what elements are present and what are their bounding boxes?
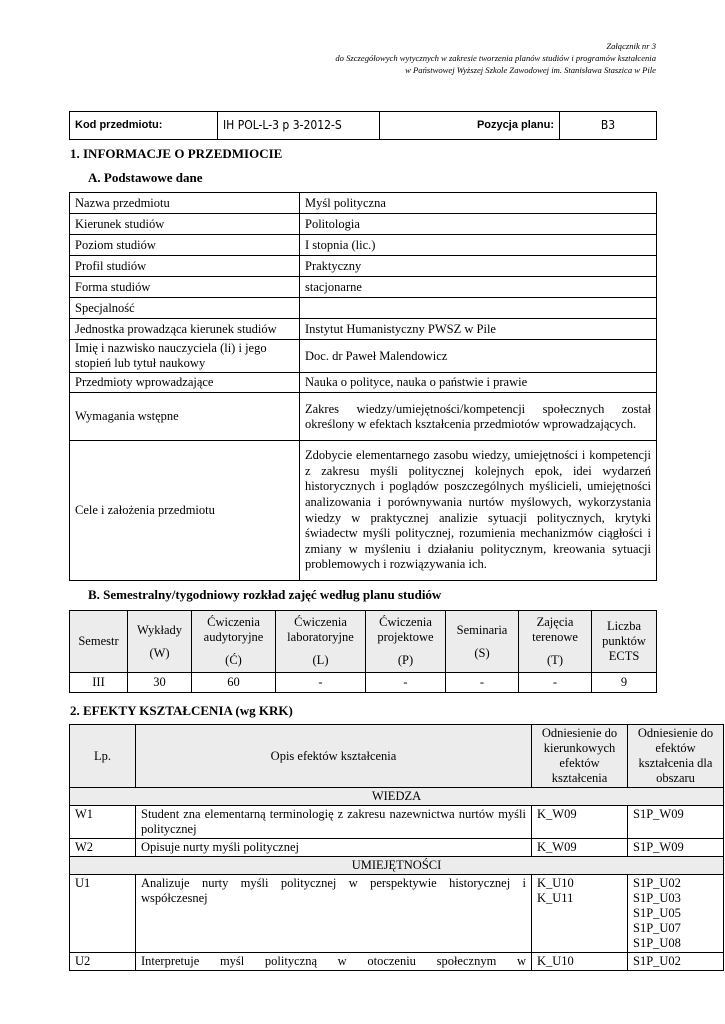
schedule-value: - xyxy=(519,673,592,693)
basic-data-table xyxy=(69,192,657,581)
outcome-description: Opisuje nurty myśli politycznej xyxy=(136,839,532,857)
row-value: Zakres wiedzy/umiejętności/kompetencji społecznych został określony w efektach kształcenia przedmiotów wprowadzających. xyxy=(300,393,657,441)
outcomes-header-opis: Opis efektów kształcenia xyxy=(136,725,532,788)
outcome-lp: U2 xyxy=(70,953,136,971)
section-1-title: 1. INFORMACJE O PRZEDMIOCIE xyxy=(70,146,283,161)
outcome-lp: W2 xyxy=(70,839,136,857)
schedule-value: 9 xyxy=(592,673,657,693)
row-label: Wymagania wstępne xyxy=(70,393,300,441)
group-header-wiedza: WIEDZA xyxy=(70,788,724,806)
outcome-obszar: S1P_W09 xyxy=(628,839,724,857)
schedule-table xyxy=(69,610,657,693)
course-code-label: Kod przedmiotu: xyxy=(70,112,218,140)
schedule-value: 60 xyxy=(192,673,276,693)
row-value: Instytut Humanistyczny PWSZ w Pile xyxy=(300,319,657,340)
outcome-description: Student zna elementarną terminologię z zakresu nazewnictwa nurtów myśli politycznej xyxy=(136,806,532,839)
row-label: Jednostka prowadząca kierunek studiów xyxy=(70,319,300,340)
row-value: Zdobycie elementarnego zasobu wiedzy, umiejętności i kompetencji z zakresu myśli politycznej kolejnych epok, idei wydarzeń historycznych i poglądów poszczególnych myślicieli, umiejętności analizowania i porównywania nurtów myślowych, wykorzystania wiedzy w praktycznej analizie sytuacji politycznych, krytyki świadectw myśli politycznej, rozumienia mechanizmów ciągłości i zmiany w myśleniu i działaniu politycznym, kreowania sytuacji problemowych i rozwiązywania ich. xyxy=(300,441,657,581)
row-label: Imię i nazwisko nauczyciela (li) i jego stopień lub tytuł naukowy xyxy=(70,340,300,373)
row-label: Poziom studiów xyxy=(70,235,300,256)
row-value: I stopnia (lic.) xyxy=(300,235,657,256)
section-1a-title: A. Podstawowe dane xyxy=(88,170,203,185)
schedule-header-seminaria: Seminaria (S) xyxy=(446,611,519,673)
schedule-header-cw-audytoryjne: Ćwiczenia audytoryjne (Ć) xyxy=(192,611,276,673)
row-value: Myśl polityczna xyxy=(300,193,657,214)
row-label: Kierunek studiów xyxy=(70,214,300,235)
outcomes-header-lp: Lp. xyxy=(70,725,136,788)
schedule-header-ects: Liczba punktów ECTS xyxy=(592,611,657,673)
outcome-obszar: S1P_U02 S1P_U03 S1P_U05 S1P_U07 S1P_U08 xyxy=(628,875,724,953)
outcome-lp: W1 xyxy=(70,806,136,839)
outcome-lp: U1 xyxy=(70,875,136,953)
outcomes-header-kierunkowe: Odniesienie do kierunkowych efektów kształcenia xyxy=(532,725,628,788)
outcomes-header-obszar: Odniesienie do efektów kształcenia dla obszaru xyxy=(628,725,724,788)
row-label: Przedmioty wprowadzające xyxy=(70,373,300,393)
outcome-kierunkowe: K_W09 xyxy=(532,839,628,857)
schedule-value: - xyxy=(276,673,366,693)
row-value xyxy=(300,298,657,319)
row-label: Cele i założenia przedmiotu xyxy=(70,441,300,581)
schedule-value: III xyxy=(70,673,128,693)
schedule-header-wyklady: Wykłady (W) xyxy=(128,611,192,673)
row-value: Politologia xyxy=(300,214,657,235)
row-value: Nauka o polityce, nauka o państwie i prawie xyxy=(300,373,657,393)
appendix-desc-line2: w Państwowej Wyższej Szkole Zawodowej im. Stanisława Staszica w Pile xyxy=(405,65,656,75)
row-value: Doc. dr Paweł Malendowicz xyxy=(300,340,657,373)
plan-position-value: B3 xyxy=(560,112,657,140)
group-header-umiejetnosci: UMIEJĘTNOŚCI xyxy=(70,857,724,875)
section-1b-title: B. Semestralny/tygodniowy rozkład zajęć według planu studiów xyxy=(88,587,442,602)
course-code-value: IH POL-L-3 p 3-2012-S xyxy=(218,112,380,140)
outcome-description: Interpretuje myśl polityczną w otoczeniu społecznym w xyxy=(136,953,532,971)
course-code-table xyxy=(69,111,657,140)
outcome-kierunkowe: K_U10 K_U11 xyxy=(532,875,628,953)
schedule-header-cw-projektowe: Ćwiczenia projektowe (P) xyxy=(366,611,446,673)
schedule-header-cw-laboratoryjne: Ćwiczenia laboratoryjne (L) xyxy=(276,611,366,673)
appendix-number: Załącznik nr 3 xyxy=(606,41,656,51)
outcome-kierunkowe: K_W09 xyxy=(532,806,628,839)
schedule-value: - xyxy=(366,673,446,693)
schedule-value: - xyxy=(446,673,519,693)
schedule-header-semestr: Semestr xyxy=(70,611,128,673)
row-label: Forma studiów xyxy=(70,277,300,298)
learning-outcomes-table xyxy=(69,724,724,971)
row-label: Specjalność xyxy=(70,298,300,319)
row-label: Profil studiów xyxy=(70,256,300,277)
appendix-header xyxy=(335,40,656,76)
outcome-kierunkowe: K_U10 xyxy=(532,953,628,971)
outcome-description: Analizuje nurty myśli politycznej w perspektywie historycznej i współczesnej xyxy=(136,875,532,953)
appendix-desc-line1: do Szczegółowych wytycznych w zakresie tworzenia planów studiów i programów kształcenia xyxy=(335,53,656,63)
row-value: Praktyczny xyxy=(300,256,657,277)
row-value: stacjonarne xyxy=(300,277,657,298)
outcome-obszar: S1P_U02 xyxy=(628,953,724,971)
plan-position-label: Pozycja planu: xyxy=(380,112,560,140)
outcome-obszar: S1P_W09 xyxy=(628,806,724,839)
row-label: Nazwa przedmiotu xyxy=(70,193,300,214)
schedule-header-zajecia-terenowe: Zajęcia terenowe (T) xyxy=(519,611,592,673)
section-2-title: 2. EFEKTY KSZTAŁCENIA (wg KRK) xyxy=(70,703,293,718)
schedule-value: 30 xyxy=(128,673,192,693)
